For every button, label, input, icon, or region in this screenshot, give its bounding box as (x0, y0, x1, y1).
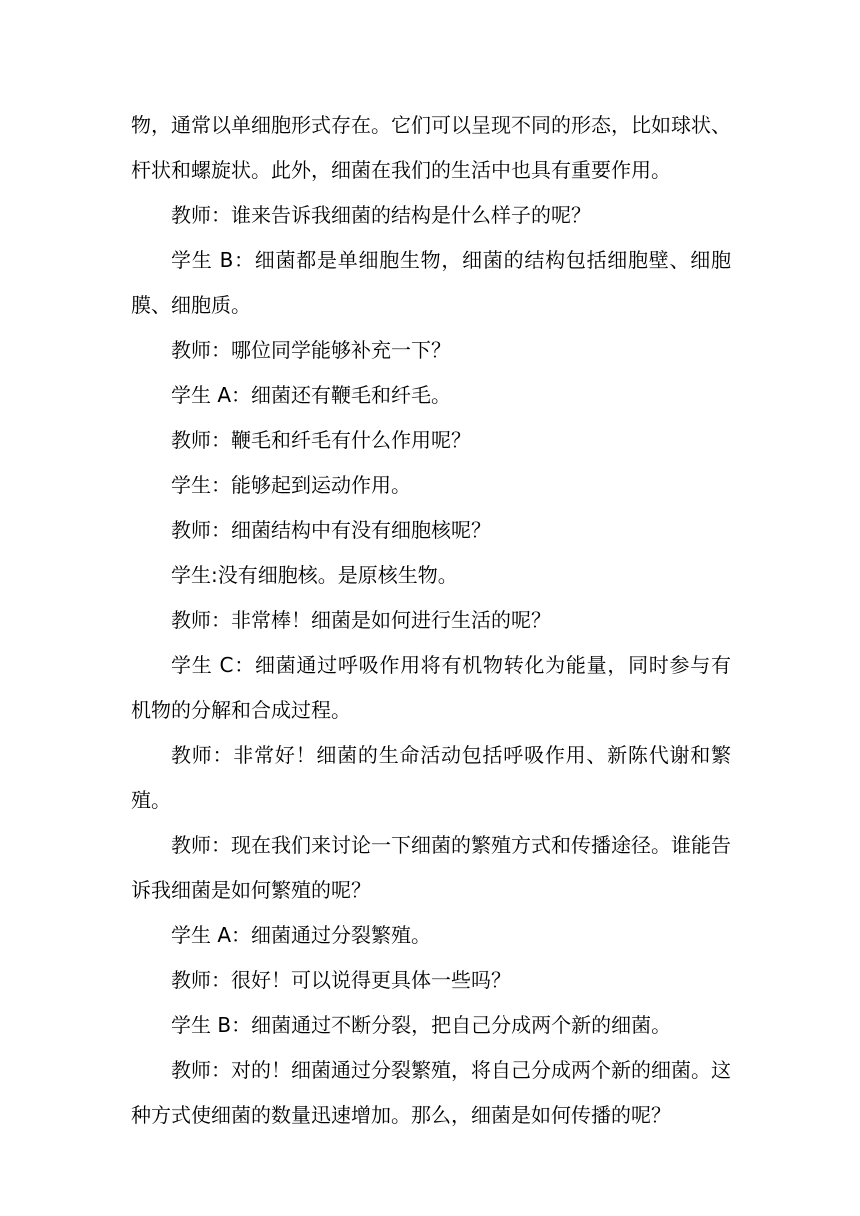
dialogue-student-a-flagella: 学生 A：细菌还有鞭毛和纤毛。 (171, 383, 452, 407)
dialogue-teacher-life-question: 教师：非常棒！细菌是如何进行生活的呢？ (171, 608, 551, 632)
dialogue-student-prokaryote: 学生:没有细胞核。是原核生物。 (171, 563, 458, 587)
dialogue-teacher-life-summary: 教师：非常好！细菌的生命活动包括呼吸作用、新陈代谢和繁殖。 (131, 743, 731, 812)
dialogue-teacher-nucleus-question: 教师：细菌结构中有没有细胞核呢？ (171, 518, 491, 542)
document-body (131, 103, 731, 1138)
dialogue-student-movement: 学生：能够起到运动作用。 (171, 473, 411, 497)
dialogue-student-a-division: 学生 A：细菌通过分裂繁殖。 (171, 923, 432, 947)
dialogue-teacher-reproduction-question: 教师：现在我们来讨论一下细菌的繁殖方式和传播途径。谁能告诉我细菌是如何繁殖的呢？ (131, 833, 731, 902)
dialogue-teacher-detail-request: 教师：很好！可以说得更具体一些吗？ (171, 968, 511, 992)
dialogue-student-c-respiration: 学生 C：细菌通过呼吸作用将有机物转化为能量，同时参与有机物的分解和合成过程。 (131, 653, 731, 722)
dialogue-teacher-flagella-function: 教师：鞭毛和纤毛有什么作用呢？ (171, 428, 471, 452)
dialogue-teacher-structure-question: 教师：谁来告诉我细菌的结构是什么样子的呢？ (171, 203, 591, 227)
dialogue-teacher-spread-question: 教师：对的！细菌通过分裂繁殖，将自己分成两个新的细菌。这种方式使细菌的数量迅速增加。那么，细菌是如何传播的呢？ (131, 1058, 731, 1127)
dialogue-student-b-structure-answer: 学生 B：细菌都是单细胞生物，细菌的结构包括细胞壁、细胞膜、细胞质。 (131, 248, 731, 317)
dialogue-teacher-supplement-request: 教师：哪位同学能够补充一下？ (171, 338, 451, 362)
paragraph-continuation: 物，通常以单细胞形式存在。它们可以呈现不同的形态，比如球状、杆状和螺旋状。此外，细菌在我们的生活中也具有重要作用。 (131, 113, 731, 182)
dialogue-student-b-division-detail: 学生 B：细菌通过不断分裂，把自己分成两个新的细菌。 (171, 1013, 672, 1037)
